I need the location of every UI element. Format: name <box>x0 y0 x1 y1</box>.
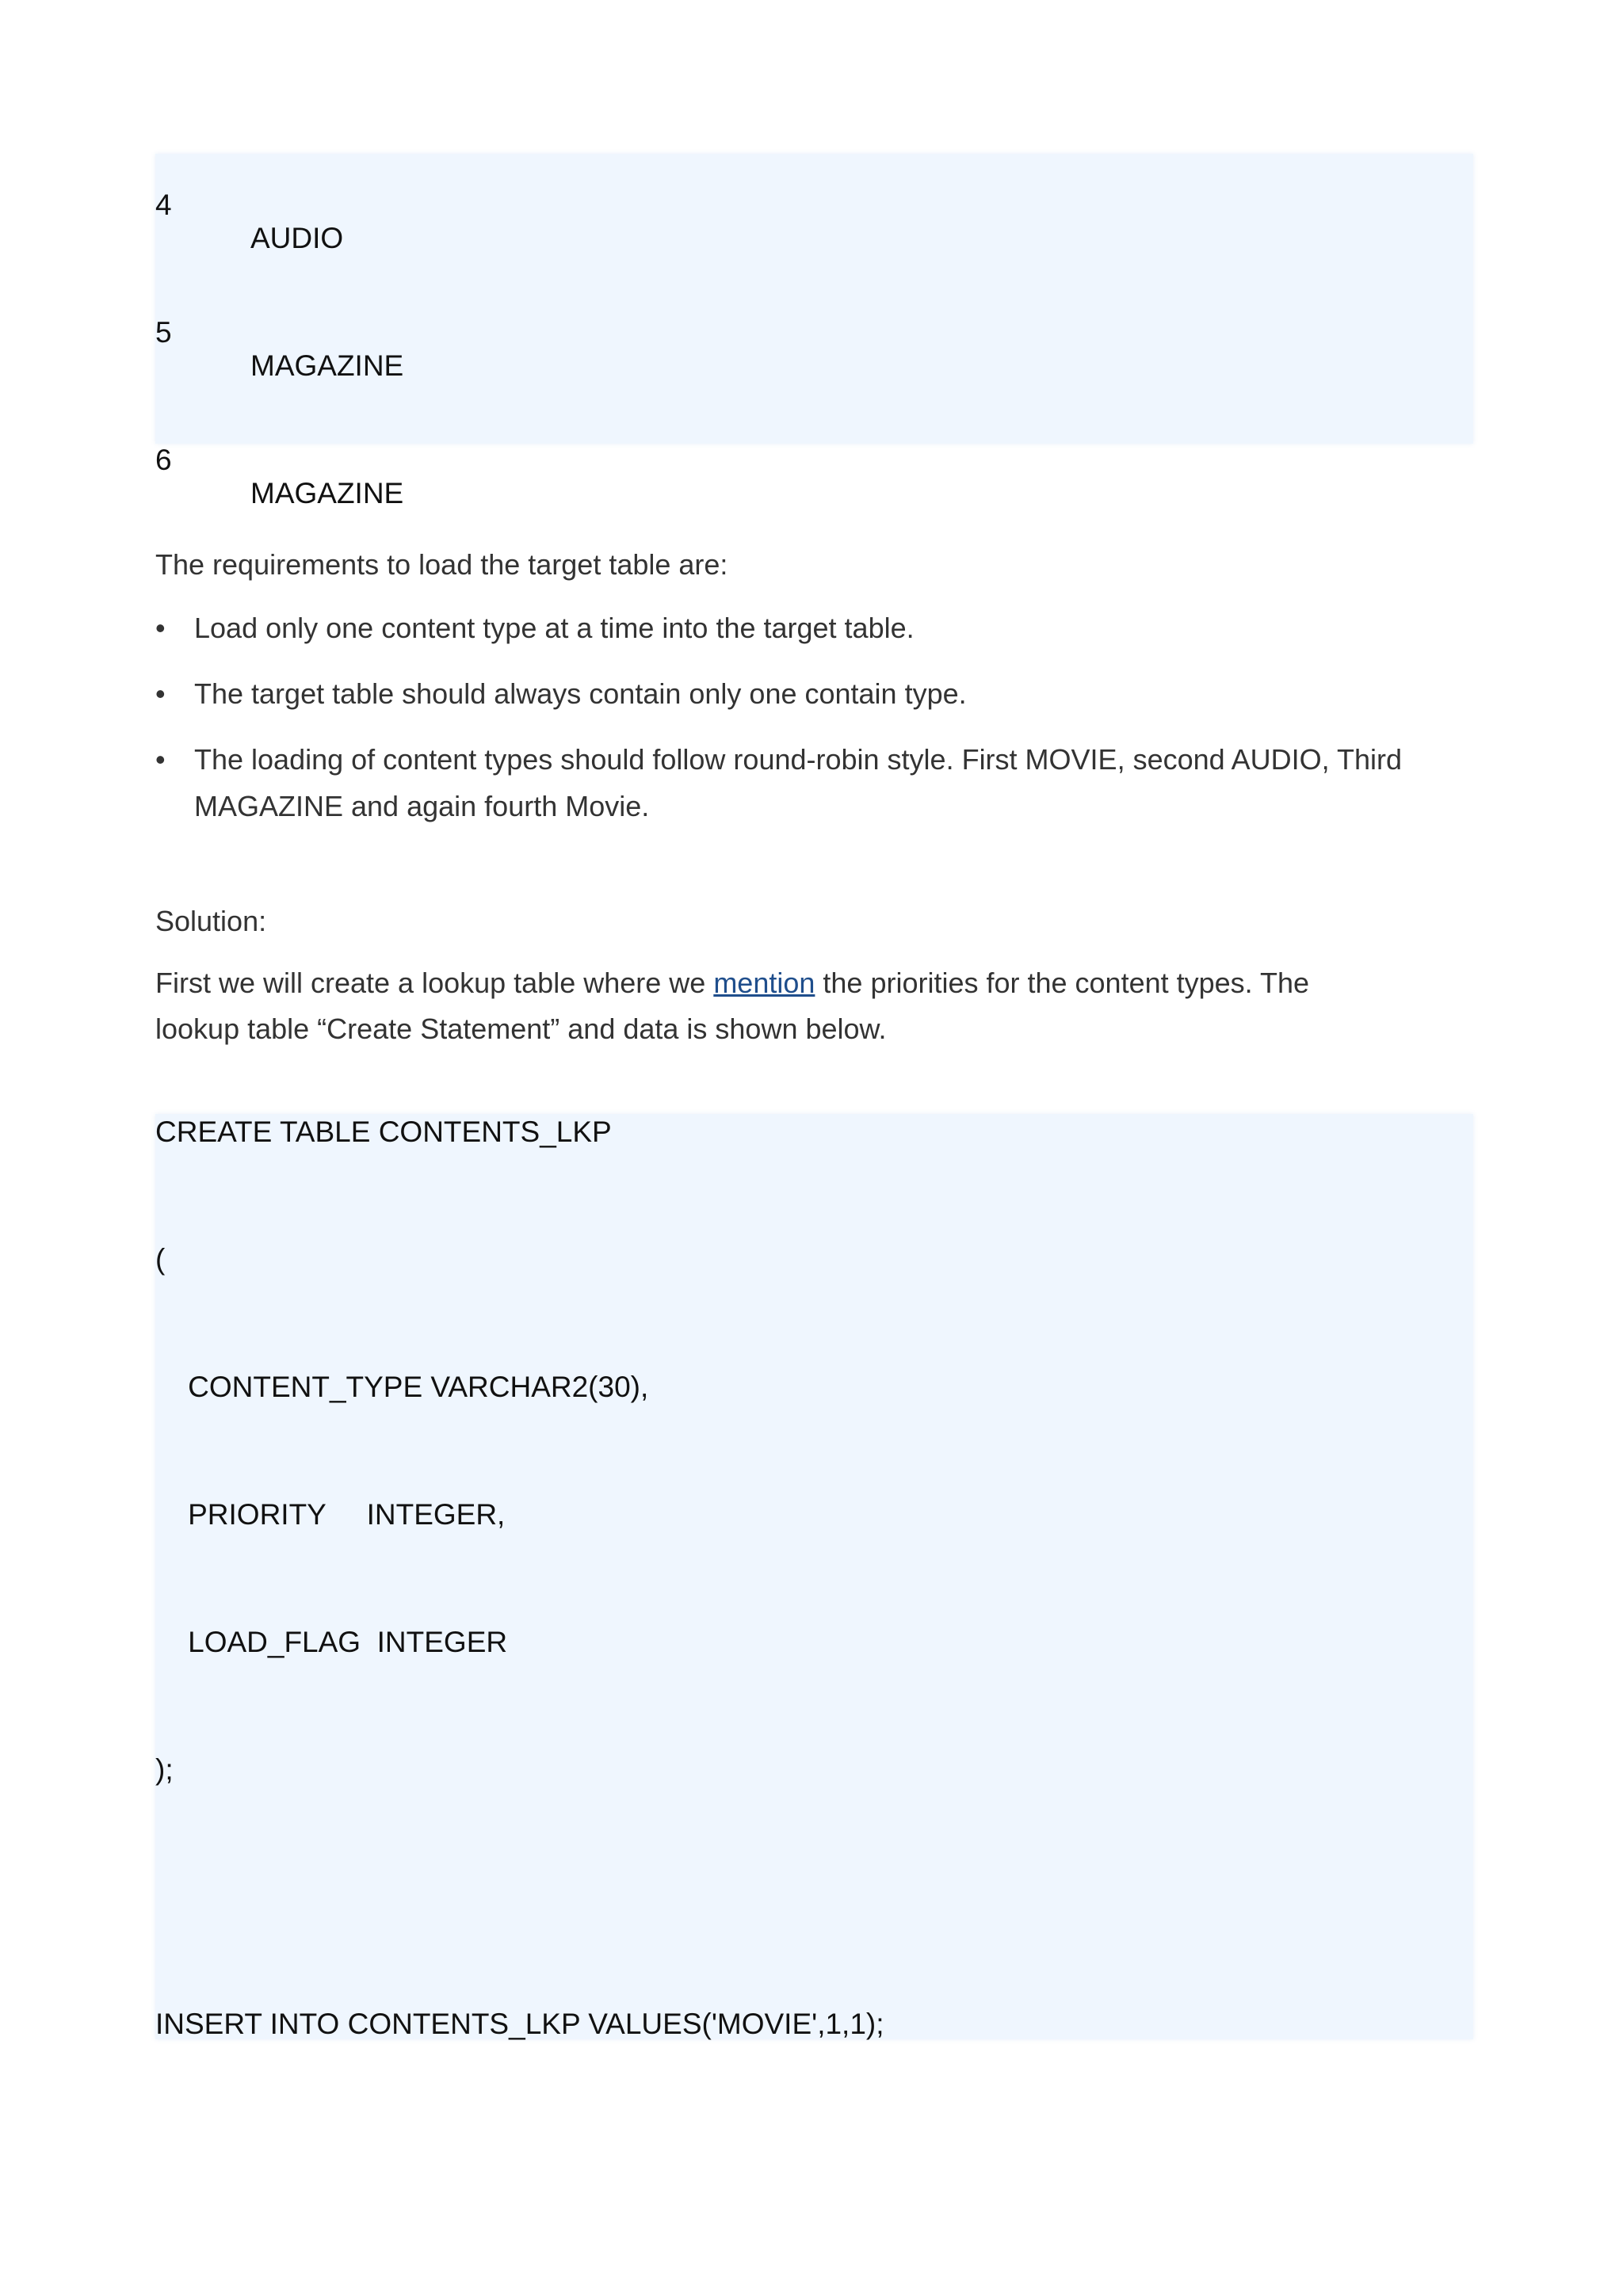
requirement-text: The target table should always contain only one contain type. <box>194 677 967 710</box>
row-content-type: MAGAZINE <box>250 349 404 382</box>
code-line: ); <box>155 1753 174 1786</box>
sql-code-block <box>155 1114 1473 2039</box>
requirement-item <box>155 605 1503 651</box>
bullet-icon: • <box>155 677 166 710</box>
solution-heading: Solution: <box>155 905 267 937</box>
code-line: ( <box>155 1243 166 1276</box>
requirement-item <box>155 736 1503 830</box>
table-row <box>155 283 404 416</box>
table-row <box>155 410 404 543</box>
code-line: CONTENT_TYPE VARCHAR2(30), <box>155 1371 649 1403</box>
row-number: 6 <box>155 444 172 476</box>
code-line: CREATE TABLE CONTENTS_LKP <box>155 1116 612 1148</box>
row-number: 5 <box>155 316 172 349</box>
code-line: INSERT INTO CONTENTS_LKP VALUES('MOVIE',1,1); <box>155 2008 884 2040</box>
requirement-text-line-1: The loading of content types should follow round-robin style. First MOVIE, second AUDIO, Third <box>194 743 1403 776</box>
requirements-intro: The requirements to load the target table are: <box>155 548 728 581</box>
row-number: 4 <box>155 189 172 221</box>
requirement-text: Load only one content type at a time into the target table. <box>194 612 915 644</box>
row-content-type: MAGAZINE <box>250 477 404 509</box>
solution-paragraph-line-2: lookup table “Create Statement” and data is shown below. <box>155 1013 887 1045</box>
mention-link[interactable]: mention <box>713 967 815 999</box>
solution-text: First we will create a lookup table where we <box>155 967 714 999</box>
solution-text: the priorities for the content types. The <box>815 967 1310 999</box>
code-line: LOAD_FLAG INTEGER <box>155 1626 508 1658</box>
row-content-type: AUDIO <box>250 222 344 254</box>
code-line: PRIORITY INTEGER, <box>155 1498 506 1531</box>
table-row <box>155 155 344 288</box>
bullet-icon: • <box>155 743 166 776</box>
content-table-block <box>155 154 1473 509</box>
requirement-item <box>155 670 1503 717</box>
bullet-icon: • <box>155 612 166 644</box>
solution-paragraph-line-1 <box>155 960 1309 1006</box>
requirement-text-line-2: MAGAZINE and again fourth Movie. <box>194 790 650 822</box>
